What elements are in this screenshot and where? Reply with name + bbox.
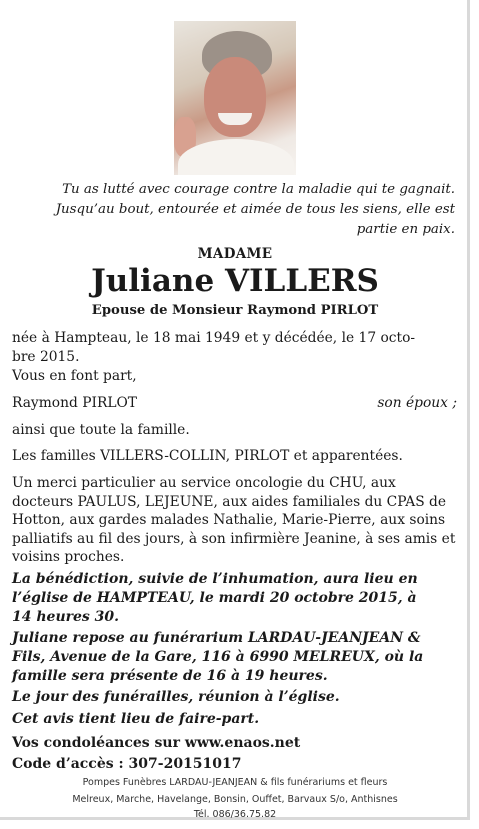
quote-line-2: Jusqu’au bout, entourée et aimée de tous les siens, elle est	[55, 202, 455, 217]
ceremony-paragraph: La bénédiction, suivie de l’inhumation, aura lieu en l’église de HAMPTEAU, le mardi 20 octobre 2015, à 14 heures 30.	[12, 571, 418, 625]
spouse-line: Epouse de Monsieur Raymond PIRLOT	[91, 303, 379, 318]
family-line: ainsi que toute la famille.	[12, 422, 190, 438]
quote-line-3: partie en paix.	[356, 222, 455, 237]
portrait-photo	[174, 21, 296, 175]
thanks-paragraph: Un merci particulier au service oncologie du CHU, aux docteurs PAULUS, LEJEUNE, aux aides familiales du CPAS de Hotton, aux gardes malades Nathalie, Marie-Pierre, aux soins palliatifs au fil des jours, à son infirmière Jeanine, à ses amis et voisins proches.	[12, 475, 456, 565]
footer-line-2: Melreux, Marche, Havelange, Bonsin, Ouffet, Barvaux S/o, Anthisnes	[72, 794, 398, 805]
reunion-line: Le jour des funérailles, réunion à l’église.	[12, 689, 340, 705]
announcement-line: Vous en font part,	[12, 368, 137, 384]
deceased-name: Juliane VILLERS	[91, 263, 379, 299]
birth-death-line: née à Hampteau, le 18 mai 1949 et y décédée, le 17 octo-bre 2015.	[12, 330, 416, 365]
funerarium-paragraph: Juliane repose au funérarium LARDAU-JEANJEAN & Fils, Avenue de la Gare, 116 à 6990 MELREUX, où la famille sera présente de 16 à 19 heures.	[12, 630, 424, 684]
quote-line-1: Tu as lutté avec courage contre la maladie qui te gagnait.	[62, 182, 455, 197]
photo-face	[204, 57, 266, 137]
families-line: Les familles VILLERS-COLLIN, PIRLOT et apparentées.	[12, 448, 403, 464]
condolences-line: Vos condoléances sur www.enaos.net	[12, 735, 301, 751]
footer-line-1: Pompes Funèbres LARDAU-JEANJEAN & fils funérariums et fleurs	[82, 777, 388, 788]
notice-line: Cet avis tient lieu de faire-part.	[12, 711, 260, 727]
access-code-line: Code d’accès : 307-20151017	[12, 756, 242, 772]
relative-name: Raymond PIRLOT	[12, 395, 138, 411]
footer-phone: Tél. 086/36.75.82	[193, 809, 277, 820]
epitaph-quote	[40, 180, 455, 240]
relative-role: son époux ;	[377, 395, 457, 411]
honorific: MADAME	[197, 246, 273, 262]
relative-row	[12, 394, 457, 413]
